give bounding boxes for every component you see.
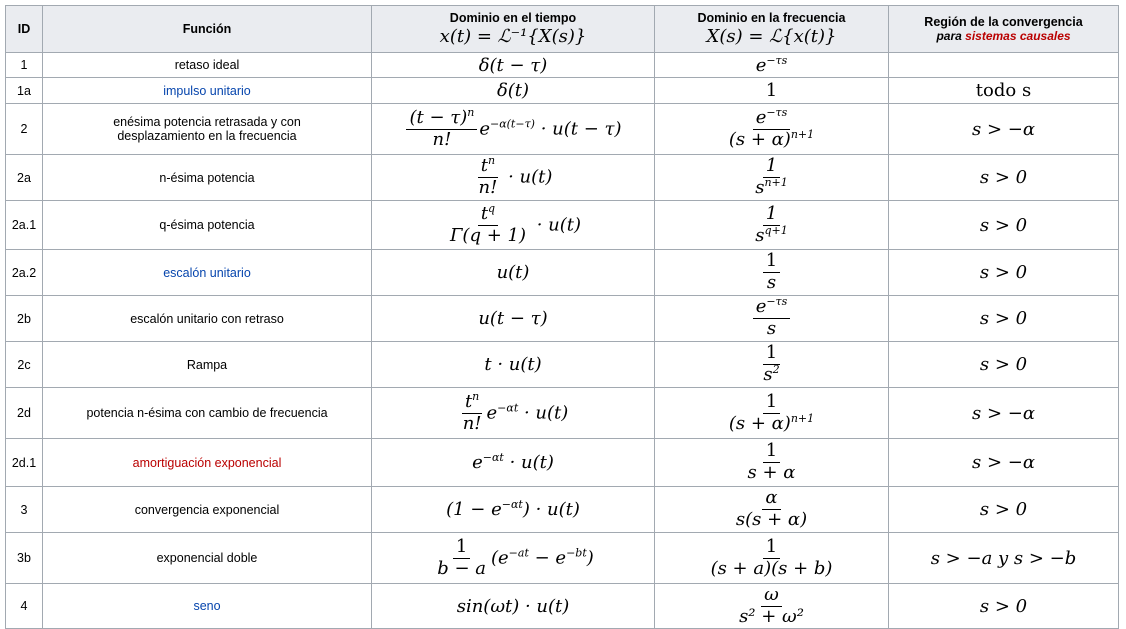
table-row xyxy=(6,439,1119,487)
row-id: 3 xyxy=(6,487,43,533)
roc: s > 0 xyxy=(889,584,1119,629)
header-region-sub: para sistemas causales xyxy=(936,29,1071,43)
freq-domain: $\frac{1}{s^2}$ xyxy=(655,342,889,388)
table-row xyxy=(6,250,1119,296)
roc: s > 0 xyxy=(889,250,1119,296)
time-domain: $\frac{t^n}{n!}$ · u(t) xyxy=(372,155,655,201)
row-name: escalón unitario con retraso xyxy=(43,296,372,342)
header-tiempo-formula: x(t) = ℒ⁻¹{X(s)} xyxy=(439,26,587,47)
row-id: 2b xyxy=(6,296,43,342)
freq-domain: $\frac{1}{s^{q+1}}$ xyxy=(655,201,889,250)
table-row xyxy=(6,155,1119,201)
row-id: 2d.1 xyxy=(6,439,43,487)
time-domain: $\frac{1}{b - a}$ $(e^{-at} - e^{-bt})$ xyxy=(372,533,655,584)
row-id: 4 xyxy=(6,584,43,629)
table-row xyxy=(6,104,1119,155)
freq-domain: $\frac{\alpha}{s(s + \alpha)}$ xyxy=(655,487,889,533)
row-name: potencia n-ésima con cambio de frecuencia xyxy=(43,388,372,439)
freq-domain: $\frac{1}{s}$ xyxy=(655,250,889,296)
table-row xyxy=(6,53,1119,78)
header-row xyxy=(6,6,1119,53)
freq-domain: $\frac{1}{s^{n+1}}$ xyxy=(655,155,889,201)
table-row xyxy=(6,201,1119,250)
row-id: 2a.2 xyxy=(6,250,43,296)
table-row xyxy=(6,296,1119,342)
row-name: Rampa xyxy=(43,342,372,388)
row-id: 1 xyxy=(6,53,43,78)
roc: s > −α xyxy=(889,388,1119,439)
roc xyxy=(889,53,1119,78)
time-domain: $\frac{t^q}{\Gamma(q + 1)}$ · u(t) xyxy=(372,201,655,250)
header-tiempo-label: Dominio en el tiempo xyxy=(449,11,577,25)
time-domain: $(1 - e^{-\alpha t}) \cdot u(t)$ xyxy=(372,487,655,533)
table-row xyxy=(6,342,1119,388)
row-name-link[interactable]: escalón unitario xyxy=(43,250,372,296)
roc: s > 0 xyxy=(889,155,1119,201)
header-funcion: Función xyxy=(43,6,372,53)
row-name-link[interactable]: amortiguación exponencial xyxy=(43,439,372,487)
time-domain: δ(t) xyxy=(372,78,655,104)
header-region-label: Región de la convergencia xyxy=(924,15,1083,29)
row-name-link[interactable]: seno xyxy=(43,584,372,629)
row-name: retaso ideal xyxy=(43,53,372,78)
row-name-link[interactable]: impulso unitario xyxy=(43,78,372,104)
time-domain: u(t − τ) xyxy=(372,296,655,342)
header-tiempo xyxy=(372,6,655,53)
row-id: 2 xyxy=(6,104,43,155)
roc: s > −α xyxy=(889,439,1119,487)
freq-domain: $\frac{1}{(s + a)(s + b)}$ xyxy=(655,533,889,584)
row-name: enésima potencia retrasada y con desplazamiento en la frecuencia xyxy=(43,104,372,155)
row-id: 2a xyxy=(6,155,43,201)
roc: s > 0 xyxy=(889,296,1119,342)
header-frecuencia-formula: X(s) = ℒ{x(t)} xyxy=(706,26,837,47)
row-id: 2d xyxy=(6,388,43,439)
row-name: convergencia exponencial xyxy=(43,487,372,533)
roc: s > 0 xyxy=(889,487,1119,533)
freq-domain: $\frac{1}{(s + \alpha)^{n+1}}$ xyxy=(655,388,889,439)
header-id: ID xyxy=(6,6,43,53)
header-frecuencia xyxy=(655,6,889,53)
header-region xyxy=(889,6,1119,53)
freq-domain: $e^{-\tau s}$ xyxy=(655,53,889,78)
time-domain: t · u(t) xyxy=(372,342,655,388)
roc: s > 0 xyxy=(889,201,1119,250)
row-name: n-ésima potencia xyxy=(43,155,372,201)
roc: todo s xyxy=(889,78,1119,104)
table-row xyxy=(6,487,1119,533)
time-domain: $e^{-\alpha t} \cdot u(t)$ xyxy=(372,439,655,487)
table-row xyxy=(6,78,1119,104)
row-id: 1a xyxy=(6,78,43,104)
roc: s > 0 xyxy=(889,342,1119,388)
row-name: q-ésima potencia xyxy=(43,201,372,250)
sistemas-causales-link[interactable]: sistemas causales xyxy=(965,29,1071,43)
time-domain: $\frac{t^n}{n!}$ $e^{-\alpha t} \cdot u(t)$ xyxy=(372,388,655,439)
header-frecuencia-label: Dominio en la frecuencia xyxy=(697,11,846,25)
row-name: exponencial doble xyxy=(43,533,372,584)
table-row xyxy=(6,388,1119,439)
freq-domain: $\frac{e^{-\tau s}}{s}$ xyxy=(655,296,889,342)
time-domain: δ(t − τ) xyxy=(372,53,655,78)
time-domain: u(t) xyxy=(372,250,655,296)
laplace-table xyxy=(5,5,1119,629)
row-id: 2c xyxy=(6,342,43,388)
table-row xyxy=(6,584,1119,629)
freq-domain: $\frac{e^{-\tau s}}{(s + \alpha)^{n+1}}$ xyxy=(655,104,889,155)
row-id: 3b xyxy=(6,533,43,584)
roc: s > −α xyxy=(889,104,1119,155)
row-id: 2a.1 xyxy=(6,201,43,250)
roc: s > −a y s > −b xyxy=(889,533,1119,584)
freq-domain: $\frac{\omega}{\text{s² + ω²}}$ xyxy=(655,584,889,629)
time-domain: $\frac{(t - \tau)^n}{n!}$ $e^{-\alpha(t-\tau)} \cdot u(t - \tau)$ xyxy=(372,104,655,155)
time-domain: sin(ωt) · u(t) xyxy=(372,584,655,629)
table-row xyxy=(6,533,1119,584)
freq-domain: 1 xyxy=(655,78,889,104)
freq-domain: $\frac{1}{s + \alpha}$ xyxy=(655,439,889,487)
